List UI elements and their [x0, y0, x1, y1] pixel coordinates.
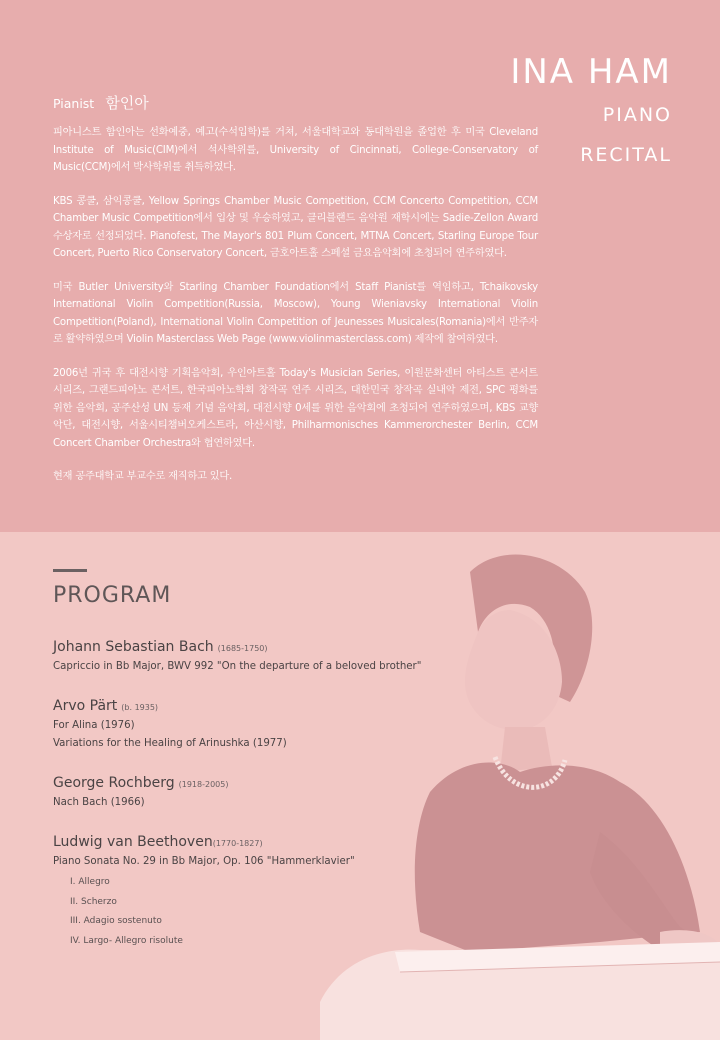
program-work-bach — [53, 638, 473, 676]
program-title: PROGRAM — [53, 583, 172, 608]
composer-name: George Rochberg — [53, 775, 175, 791]
composer-years: (b. 1935) — [121, 703, 159, 712]
composer-name: Johann Sebastian Bach — [53, 639, 214, 655]
bio-paragraph: 미국 Butler University와 Starling Chamber Foundation에서 Staff Pianist를 역임하고, Tchaikovsky International Violin Competition(Russia, Moscow), Young Wieniavsky International Violin Competition(Poland), International Violin Competition of Jeunesses Musicales(Romania)에서 반주자로 활약하였으며 Violin Masterclass Web Page (www.violinmasterclass.com) 제작에 참여하였다. — [53, 281, 538, 345]
program-work-beethoven — [53, 833, 473, 951]
composer-years: (1770-1827) — [212, 839, 263, 848]
piece-title: Piano Sonata No. 29 in Bb Major, Op. 106 "Hammerklavier" — [53, 856, 355, 867]
composer-years: (1918-2005) — [178, 780, 229, 789]
composer-name: Ludwig van Beethoven — [53, 834, 213, 850]
recital-title: INA HAM — [510, 52, 672, 92]
piece-title: Nach Bach (1966) — [53, 797, 145, 808]
movement-item: III. Adagio sostenuto — [70, 916, 162, 926]
program-list — [53, 638, 473, 972]
biography-text — [53, 124, 538, 502]
piece-title: For Alina (1976) — [53, 720, 135, 731]
bio-paragraph: 피아니스트 함인아는 선화예중, 예고(수석입학)를 거쳐, 서울대학교와 동대학원을 졸업한 후 미국 Cleveland Institute of Music(CIM)에서 석사학위를, University of Cincinnati, College-Conservatory of Music(CCM)에서 박사학위를 취득하였다. — [53, 127, 538, 173]
program-rule — [53, 569, 87, 572]
piece-title: Capriccio in Bb Major, BWV 992 "On the departure of a beloved brother" — [53, 661, 422, 672]
bio-paragraph: KBS 콩쿨, 삼익콩쿨, Yellow Springs Chamber Music Competition, CCM Concerto Competition, CCM Chamber Music Competition에서 입상 및 우승하였고, 클리블랜드 음악원 재학시에는 Sadie-Zellon Award 수상자로 선정되었다. Pianofest, The Mayor's 801 Plum Concert, MTNA Concert, Starling Europe Tour Concert, Puerto Rico Conservatory Concert, 금호아트홀 스페셜 금요음악회에 초청되어 연주하였다. — [53, 195, 538, 259]
program-work-part — [53, 697, 473, 753]
recital-subtitle-piano: PIANO — [602, 104, 672, 126]
performer-name: 함인아 — [105, 94, 149, 112]
bio-paragraph: 2006년 귀국 후 대전시향 기획음악회, 우인아트홀 Today's Musician Series, 이원문화센터 아티스트 콘서트 시리즈, 그랜드피아노 콘서트, 한국피아노학회 창작곡 연주 시리즈, 대한민국 창작곡 실내악 제전, SPC 평화를 위한 음악회, 공주산성 UN 등재 기념 음악회, 대전시향 0세를 위한 음악회에 초청되어 연주하였으며, KBS 교향악단, 대전시향, 서울시티챔버오케스트라, 아산시향, Philharmonisches Kammerorchester Berlin, CCM Concert Chamber Orchestra와 협연하였다. — [53, 367, 538, 449]
recital-subtitle-recital: RECITAL — [580, 144, 672, 166]
movement-item: I. Allegro — [70, 877, 110, 887]
bio-paragraph: 현재 공주대학교 부교수로 재직하고 있다. — [53, 471, 233, 482]
composer-name: Arvo Pärt — [53, 698, 118, 714]
movement-list — [53, 873, 473, 951]
performer-role: Pianist — [53, 96, 95, 111]
composer-years: (1685-1750) — [217, 644, 268, 653]
piece-title: Variations for the Healing of Arinushka (1977) — [53, 738, 287, 749]
movement-item: II. Scherzo — [70, 896, 117, 907]
program-work-rochberg — [53, 774, 473, 812]
performer-heading — [53, 92, 149, 113]
movement-item: IV. Largo- Allegro risolute — [70, 935, 183, 946]
